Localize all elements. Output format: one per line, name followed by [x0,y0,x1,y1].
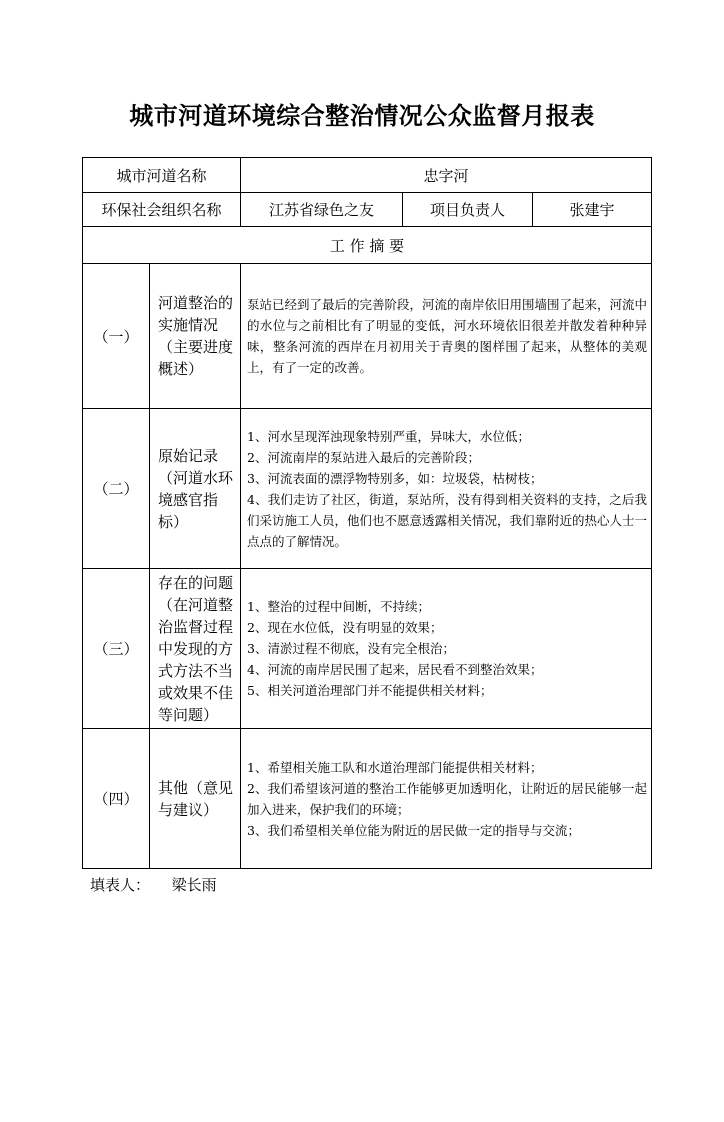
section-number: （二） [83,409,150,569]
section-row [83,729,652,869]
content-line: 3、河流表面的漂浮物特别多，如：垃圾袋，枯树枝； [247,470,543,486]
content-line: 4、我们走访了社区，街道，泵站所，没有得到相关资料的支持，之后我们采访施工人员，他们也不愿意透露相关情况，我们靠附近的热心人士一点点的了解情况。 [247,491,648,549]
filler-label: 填表人： [90,876,151,894]
section-content [241,409,652,569]
river-name-label: 城市河道名称 [83,158,241,193]
org-name-value: 江苏省绿色之友 [241,193,403,227]
org-name-label: 环保社会组织名称 [83,193,241,227]
section-label: 其他（意见与建议） [150,729,241,869]
section-row [83,569,652,729]
summary-header: 工 作 摘 要 [83,227,652,264]
section-number: （三） [83,569,150,729]
section-number: （一） [83,264,150,409]
section-content [241,264,652,409]
section-content [241,729,652,869]
section-content [241,569,652,729]
leader-label: 项目负责人 [403,193,533,227]
section-label: 存在的问题（在河道整治监督过程中发现的方式方法不当或效果不佳等问题） [150,569,241,729]
content-line: 1、整治的过程中间断，不持续； [247,599,430,614]
content-line: 3、清淤过程不彻底，没有完全根治； [247,641,455,656]
content-line: 3、我们希望相关单位能为附近的居民做一定的指导与交流； [247,822,580,838]
section-label: 原始记录（河道水环境感官指标） [150,409,241,569]
content-line: 2、河流南岸的泵站进入最后的完善阶段； [247,449,480,465]
filler-line [90,874,217,895]
leader-name-value: 张建宇 [533,193,652,227]
content-line: 4、河流的南岸居民围了起来，居民看不到整治效果； [247,662,543,677]
river-name-value: 忠字河 [241,158,652,193]
content-line: 1、河水呈现浑浊现象特别严重，异味大，水位低； [247,428,530,444]
content-line: 5、相关河道治理部门并不能提供相关材料； [247,683,493,698]
section-number: （四） [83,729,150,869]
content-line: 2、我们希望该河道的整治工作能够更加透明化，让附近的居民能够一起加入进来，保护我们的环境； [247,780,648,817]
content-line: 泵站已经到了最后的完善阶段，河流的南岸依旧用围墙围了起来，河流中的水位与之前相比有了明显的变低，河水环境依旧很差并散发着种种异味，整条河流的西岸在月初用关于青奥的图样围了起来，从整体的美观上，有了一定的改善。 [247,297,648,375]
section-row [83,409,652,569]
report-title: 城市河道环境综合整治情况公众监督月报表 [129,101,595,130]
content-line: 2、现在水位低，没有明显的效果； [247,620,443,635]
section-label: 河道整治的实施情况（主要进度概述） [150,264,241,409]
content-line: 1、希望相关施工队和水道治理部门能提供相关材料； [247,759,543,775]
section-row [83,264,652,409]
report-table [82,157,652,869]
filler-name: 梁长雨 [171,876,217,894]
